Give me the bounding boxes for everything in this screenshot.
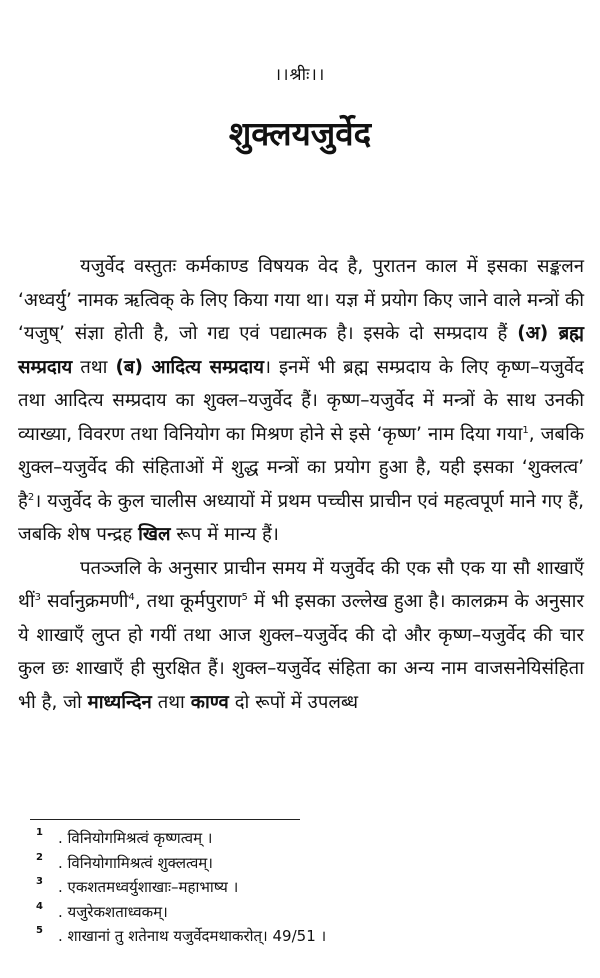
footnote-item bbox=[36, 924, 576, 949]
footnote-item bbox=[36, 851, 576, 876]
footnote-ref[interactable]: 2 bbox=[27, 491, 35, 503]
paragraph-2 bbox=[18, 552, 584, 720]
footnote-text: . यजुरेकशताध्वकम्। bbox=[58, 902, 168, 921]
footnote-ref[interactable]: 4 bbox=[128, 591, 135, 603]
footnotes bbox=[36, 826, 576, 949]
footnote-text: . एकशतमध्वर्युशाखाः–महाभाष्य । bbox=[58, 878, 239, 896]
footnote-ref[interactable]: 1 bbox=[522, 424, 529, 436]
footnote-item bbox=[36, 900, 576, 925]
bold-term: खिल bbox=[138, 524, 171, 545]
footnote-text: . विनियोगमिश्रत्वं कृष्णत्वम् । bbox=[58, 829, 213, 847]
bold-term: माध्यन्दिन bbox=[87, 691, 152, 713]
text-run: में भी इसका उल्लेख हुआ है। कालक्रम के अनुसार ये शाखाएँ लुप्त हो गयीं तथा आज शुक्ल–यजुर्वेद की दो और कृष्ण–यजुर्वेद की चार कुल छः शाखाएँ ही सुरक्षित हैं। शुक्ल–यजुर्वेद संहिता का अन्य नाम वाजसनेयिसंहिता भी है, जो bbox=[18, 591, 584, 713]
text-run: रूप में मान्य हैं। bbox=[170, 524, 279, 545]
footnote-text: . विनियोगामिश्रत्वं शुक्लत्वम्। bbox=[58, 853, 213, 872]
footnote-number: 2 bbox=[36, 851, 43, 863]
footnote-number: 4 bbox=[36, 900, 43, 912]
text-run: । यजुर्वेद के कुल चालीस अध्यायों में प्रथम पच्चीस प्राचीन एवं महत्वपूर्ण माने गए हैं, जबकि शेष पन्द्रह bbox=[18, 490, 584, 545]
footnote-ref[interactable]: 5 bbox=[241, 591, 248, 603]
body-text bbox=[18, 250, 584, 719]
footnote-ref[interactable]: 3 bbox=[34, 591, 41, 603]
invocation-mark: ।।श्रीः।। bbox=[274, 65, 326, 85]
text-run: सर्वानुक्रमणी bbox=[41, 591, 129, 612]
footnote-divider bbox=[30, 819, 300, 820]
text-run: तथा bbox=[151, 691, 191, 713]
bold-term: काण्व bbox=[190, 691, 229, 713]
footnote-item bbox=[36, 826, 576, 851]
footnote-number: 3 bbox=[36, 876, 43, 887]
text-run: , जबकि शुक्ल–यजुर्वेद की संहिताओं में शुद्ध मन्त्रों का प्रयोग हुआ है, यही इसका ‘शुक्लत्व’ है bbox=[18, 423, 584, 512]
bold-term: (ब) आदित्य सम्प्रदाय bbox=[115, 356, 264, 378]
footnote-item bbox=[36, 875, 576, 900]
footnote-number: 1 bbox=[36, 827, 43, 838]
chapter-title: शुक्लयजुर्वेद bbox=[228, 114, 372, 153]
footnote-text: . शाखानां तु शतेनाथ यजुर्वेदमथाकरोत्। 49/51 । bbox=[58, 927, 327, 945]
text-run: यजुर्वेद वस्तुतः कर्मकाण्ड विषयक वेद है, पुरातन काल में इसका सङ्कलन ‘अध्वर्यु’ नामक ऋत्विक् के लिए किया गया था। यज्ञ में प्रयोग किए जाने वाले मन्त्रों की ‘यजुष्’ संज्ञा होती है, जो गद्य एवं पद्यात्मक है। इसके दो सम्प्रदाय हैं bbox=[18, 256, 584, 344]
text-run: दो रूपों में उपलब्ध bbox=[228, 691, 359, 713]
text-run: पतञ्जलि के अनुसार प्राचीन समय में यजुर्वेद की एक सौ एक या सौ शाखाएँ थीं bbox=[18, 557, 584, 612]
footnote-number: 5 bbox=[36, 925, 43, 936]
bold-term: (अ) ब्रह्म सम्प्रदाय bbox=[18, 323, 584, 378]
text-run: । इनमें भी ब्रह्म सम्प्रदाय के लिए कृष्ण–यजुर्वेद तथा आदित्य सम्प्रदाय का शुक्ल–यजुर्वेद हैं। कृष्ण–यजुर्वेद में मन्त्रों के साथ उनकी व्याख्या, विवरण तथा विनियोग का मिश्रण होने से इसे ‘कृष्ण’ नाम दिया गया bbox=[18, 356, 584, 445]
paragraph-1 bbox=[18, 250, 584, 552]
text-run: तथा bbox=[72, 356, 116, 378]
text-run: , तथा कूर्मपुराण bbox=[134, 591, 242, 612]
